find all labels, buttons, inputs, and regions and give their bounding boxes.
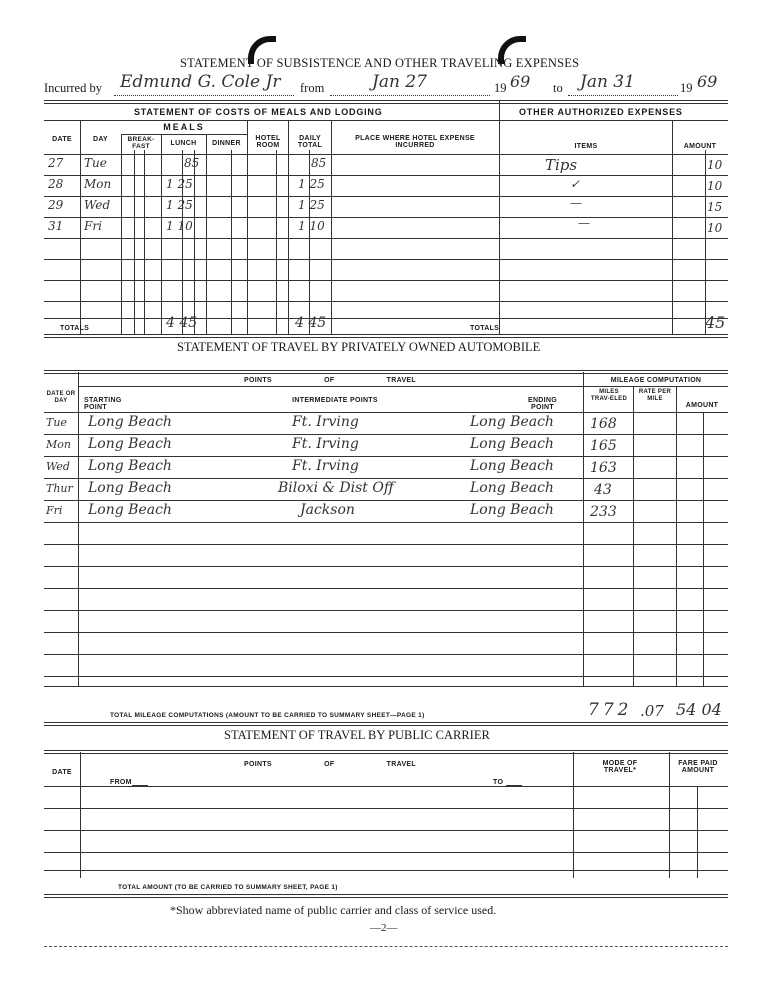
auto-row-ending: Long Beach <box>470 480 554 496</box>
col-daily-total: DAILY TOTAL <box>297 135 323 149</box>
auto-row-intermediate: Ft. Irving <box>292 436 359 452</box>
form-title: STATEMENT OF SUBSISTENCE AND OTHER TRAVELING EXPENSES <box>180 56 580 70</box>
row-amount: 15 <box>707 200 723 214</box>
row-item: — <box>578 216 590 230</box>
row-date: 27 <box>48 156 64 170</box>
incurred-by-label: Incurred by <box>44 81 102 95</box>
col-meals: MEALS <box>163 122 205 132</box>
auto-row-day: Tue <box>46 416 67 429</box>
row-amount: 10 <box>707 158 723 172</box>
auto-section-title: STATEMENT OF TRAVEL BY PRIVATELY OWNED AUTOMOBILE <box>177 340 541 354</box>
from-date-value: Jan 27 <box>372 72 427 92</box>
col-date: DATE <box>52 136 72 143</box>
other-totals-label: TOTALS <box>470 325 500 332</box>
carrier-col-date: DATE <box>52 769 72 776</box>
auto-row-ending: Long Beach <box>470 414 554 430</box>
row-day: Wed <box>84 198 111 212</box>
auto-row-start: Long Beach <box>88 458 172 474</box>
to-label: to <box>553 81 563 95</box>
meals-section-title: STATEMENT OF COSTS OF MEALS AND LODGING <box>134 107 383 117</box>
auto-row-miles: 43 <box>594 482 612 498</box>
row-day: Fri <box>84 219 102 233</box>
auto-row-day: Fri <box>46 504 63 517</box>
auto-col-amount: AMOUNT <box>685 402 719 409</box>
auto-col-miles: MILES TRAV-ELED <box>590 389 628 402</box>
auto-row-day: Thur <box>46 482 73 495</box>
row-date: 29 <box>48 198 64 212</box>
row-daily: 1 25 <box>298 177 325 191</box>
auto-row-intermediate: Biloxi & Dist Off <box>278 480 394 496</box>
carrier-points-header: POINTS OF TRAVEL <box>244 761 416 768</box>
auto-mileage-header: MILEAGE COMPUTATION <box>610 377 702 384</box>
col-dinner: DINNER <box>212 140 241 147</box>
row-item: ✓ <box>570 177 581 191</box>
from-label: from <box>300 81 325 95</box>
auto-row-ending: Long Beach <box>470 436 554 452</box>
col-amount: AMOUNT <box>683 143 717 150</box>
col-day: DAY <box>92 136 109 143</box>
row-daily: 85 <box>311 156 327 170</box>
auto-points-header: POINTS OF TRAVEL <box>244 377 416 384</box>
year-prefix-1: 19 <box>494 81 507 95</box>
row-day: Tue <box>84 156 107 170</box>
row-lunch: 1 25 <box>166 198 193 212</box>
row-date: 28 <box>48 177 64 191</box>
auto-row-ending: Long Beach <box>470 458 554 474</box>
auto-total-amount: 54 04 <box>676 700 722 719</box>
auto-row-intermediate: Ft. Irving <box>292 458 359 474</box>
carrier-total-label: TOTAL AMOUNT (TO BE CARRIED TO SUMMARY SHEET, PAGE 1) <box>118 884 338 891</box>
page-border-dashes <box>44 946 728 947</box>
carrier-col-mode: MODE OF TRAVEL* <box>602 760 638 774</box>
auto-row-miles: 168 <box>590 416 617 432</box>
row-amount: 10 <box>707 179 723 193</box>
auto-row-miles: 233 <box>590 504 617 520</box>
incurred-by-value: Edmund G. Cole Jr <box>120 72 281 92</box>
auto-row-start: Long Beach <box>88 436 172 452</box>
auto-row-day: Wed <box>46 460 70 473</box>
row-date: 31 <box>48 219 64 233</box>
meals-totals-lunch: 4 45 <box>166 315 198 331</box>
col-lunch: LUNCH <box>170 140 197 147</box>
auto-row-miles: 165 <box>590 438 617 454</box>
row-amount: 10 <box>707 221 723 235</box>
carrier-from-label: FROM <box>110 779 132 786</box>
year-value-1: 69 <box>510 72 531 91</box>
auto-total-miles: 772 <box>588 700 633 720</box>
auto-col-ending: ENDING POINT <box>527 397 558 411</box>
auto-col-start: STARTING POINT <box>84 397 122 411</box>
row-item: — <box>570 196 582 210</box>
meals-totals-label: TOTALS <box>60 325 90 332</box>
auto-row-start: Long Beach <box>88 502 172 518</box>
auto-col-intermediate: INTERMEDIATE POINTS <box>292 397 378 404</box>
auto-row-intermediate: Jackson <box>300 502 355 518</box>
row-day: Mon <box>84 177 112 191</box>
col-hotel-room: HOTEL ROOM <box>255 135 281 149</box>
row-lunch: 85 <box>184 156 200 170</box>
year-prefix-2: 19 <box>680 81 693 95</box>
auto-col-date: DATE OR DAY <box>46 391 76 404</box>
carrier-section-title: STATEMENT OF TRAVEL BY PUBLIC CARRIER <box>224 728 490 742</box>
auto-row-start: Long Beach <box>88 480 172 496</box>
col-items: ITEMS <box>574 143 598 150</box>
to-date-value: Jan 31 <box>580 72 635 92</box>
auto-col-rate: RATE PER MILE <box>638 389 672 402</box>
auto-row-intermediate: Ft. Irving <box>292 414 359 430</box>
row-daily: 1 25 <box>298 198 325 212</box>
year-value-2: 69 <box>697 72 718 91</box>
row-lunch: 1 10 <box>166 219 193 233</box>
auto-row-miles: 163 <box>590 460 617 476</box>
col-breakfast: BREAK-FAST <box>127 136 155 150</box>
carrier-to-label: TO <box>493 779 504 786</box>
auto-row-start: Long Beach <box>88 414 172 430</box>
auto-total-label: TOTAL MILEAGE COMPUTATIONS (AMOUNT TO BE CARRIED TO SUMMARY SHEET—PAGE 1) <box>110 712 425 719</box>
auto-row-day: Mon <box>46 438 71 451</box>
carrier-col-fare: FARE PAID AMOUNT <box>678 760 718 774</box>
row-item: Tips <box>545 156 578 174</box>
footnote: *Show abbreviated name of public carrier and class of service used. <box>170 903 497 917</box>
meals-totals-daily: 4 45 <box>295 315 327 331</box>
col-place: PLACE WHERE HOTEL EXPENSE INCURRED <box>355 135 475 149</box>
auto-total-rate: .07 <box>640 702 664 720</box>
other-totals-amount: 45 <box>705 313 726 332</box>
auto-row-ending: Long Beach <box>470 502 554 518</box>
row-lunch: 1 25 <box>166 177 193 191</box>
other-expenses-title: OTHER AUTHORIZED EXPENSES <box>519 107 683 117</box>
page-number: —2— <box>370 922 398 934</box>
row-daily: 1 10 <box>298 219 325 233</box>
